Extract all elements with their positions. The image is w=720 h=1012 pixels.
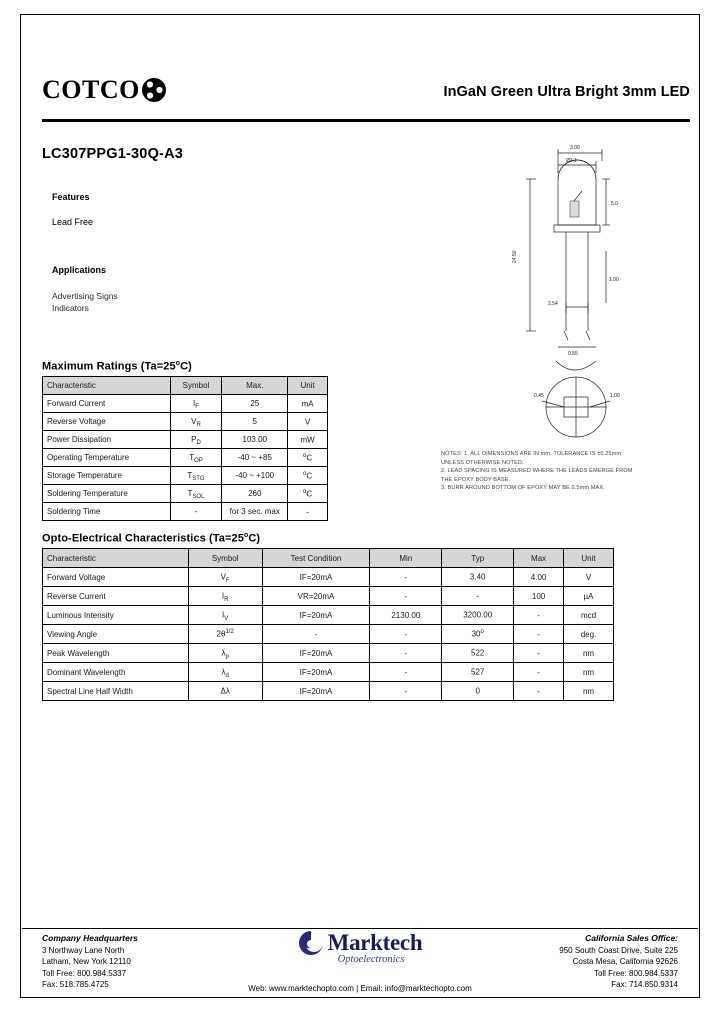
cell-characteristic: Storage Temperature [43,467,171,485]
symbol-sub: D [196,440,201,446]
applications-item-signs: Advertising Signs [52,291,118,301]
cell-unit: nm [564,663,614,682]
cell-condition: IF=20mA [262,606,370,625]
svg-text:2.54: 2.54 [548,301,558,307]
symbol-sub: p [225,653,229,660]
cell-max: - [514,663,564,682]
unit-main: C [306,453,313,463]
drawing-note-2b: THE EPOXY BODY BASE. [441,476,511,483]
opto-heading [42,532,260,545]
cell-typ [442,625,514,644]
opto-heading-text: Opto-Electrical Characteristics (Ta=25 [42,532,244,545]
cell-characteristic: Power Dissipation [43,431,171,449]
cell-min: - [370,682,442,701]
drawing-notes [441,450,691,493]
cell-max: - [514,644,564,663]
symbol-sub: d [225,672,229,679]
header-divider [42,119,690,122]
cell-min: - [370,625,442,644]
svg-text:1.00: 1.00 [610,393,620,399]
svg-text:24.50: 24.50 [512,250,518,263]
cell-unit [288,395,328,413]
unit-main: C [306,471,313,481]
svg-text:5.0: 5.0 [611,201,618,207]
cell-condition: IF=20mA [262,663,370,682]
cell-unit [288,467,328,485]
cell-characteristic: Reverse Voltage [43,413,171,431]
footer-headquarters [42,933,138,991]
cell-typ [442,644,514,663]
symbol-main: T [187,471,193,480]
cell-characteristic: Peak Wavelength [43,644,189,663]
cell-min: - [370,587,442,606]
cell-unit [288,413,328,431]
table-row [43,606,614,625]
col-min: Min [370,549,442,568]
cell-typ [442,606,514,625]
max-ratings-heading-end: C) [180,360,192,373]
table-row [43,587,614,606]
cell-symbol [188,644,262,663]
page-title: InGaN Green Ultra Bright 3mm LED [443,84,690,100]
cell-symbol [170,431,222,449]
footer-divider [22,928,698,929]
svg-text:0.55: 0.55 [568,351,578,357]
symbol-sub: R [196,422,201,428]
typ-main: - [476,591,480,601]
cell-symbol [188,663,262,682]
cell-condition: - [262,625,370,644]
cell-symbol [188,587,262,606]
cell-unit: nm [564,682,614,701]
cell-max: 103.00 [222,431,288,449]
svg-text:3.00: 3.00 [570,145,580,151]
symbol-main: I [222,610,225,620]
svg-text:0.45: 0.45 [534,393,544,399]
opto-degree: o [243,532,249,539]
cell-characteristic: Luminous Intensity [43,606,189,625]
col-characteristic: Characteristic [43,549,189,568]
col-unit: Unit [288,377,328,395]
cell-max: 260 [222,485,288,503]
table-row [43,663,614,682]
table-row [43,682,614,701]
cell-max: -40 ~ +85 [222,449,288,467]
col-symbol: Symbol [170,377,222,395]
marktech-logo-row [232,930,488,956]
footer-web-contact[interactable]: Web: www.marktechopto.com | Email: info@marktechopto.com [248,984,472,993]
symbol-sub: F [226,577,230,584]
cell-typ [442,663,514,682]
cell-max: 4.00 [514,568,564,587]
marktech-swirl-icon [298,930,324,956]
col-max: Max [514,549,564,568]
table-row [43,467,328,485]
symbol-main: V [191,417,197,426]
document-header [42,76,690,118]
svg-text:1.00: 1.00 [609,277,619,283]
col-unit: Unit [564,549,614,568]
cell-typ [442,568,514,587]
symbol-sub: R [224,596,229,603]
cell-unit [288,431,328,449]
cell-symbol [170,485,222,503]
cell-unit: mcd [564,606,614,625]
opto-electrical-table [42,548,614,701]
marktech-logo [232,930,488,965]
table-row [43,644,614,663]
cell-symbol [188,606,262,625]
cell-characteristic: Operating Temperature [43,449,171,467]
cell-condition: IF=20mA [262,568,370,587]
col-characteristic: Characteristic [43,377,171,395]
applications-list [52,290,118,314]
applications-item-indicators: Indicators [52,303,89,313]
symbol-main: I [221,591,225,601]
table-row [43,485,328,503]
symbol-sub: STG [192,476,205,482]
cell-condition: IF=20mA [262,682,370,701]
symbol-main: I [193,399,196,408]
table-row [43,503,328,521]
cell-typ [442,682,514,701]
typ-main: 527 [471,667,485,677]
cell-unit [288,503,328,521]
symbol-main: λ [221,648,226,658]
cell-characteristic: Soldering Time [43,503,171,521]
symbol-sub: V [224,615,229,622]
footer-california-office [559,933,678,991]
svg-text:Ø3.1: Ø3.1 [566,158,577,164]
unit-main: C [306,489,313,499]
unit-sup: o [303,488,307,495]
part-number: LC307PPG1-30Q-A3 [42,146,184,162]
footer-ca-title: California Sales Office: [585,933,678,943]
cell-characteristic: Soldering Temperature [43,485,171,503]
typ-main: 522 [471,648,485,658]
cell-symbol [170,413,222,431]
cotco-dot-mark-icon [141,77,167,103]
footer-ca-line-1: 950 South Coast Drive, Suite 225 [559,945,678,955]
cell-symbol [170,449,222,467]
typ-main: 30 [471,629,481,639]
unit-main: mW [300,435,315,445]
cell-unit: deg. [564,625,614,644]
cell-characteristic: Forward Current [43,395,171,413]
max-ratings-heading [42,360,192,373]
unit-main: - [306,507,309,517]
drawing-note-3: 3. BURR AROUND BOTTOM OF EPOXY MAY BE 0.5mm MAX. [441,485,605,492]
footer-hq-line-3: Toll Free: 800.984.5337 [42,968,127,978]
symbol-main: T [187,489,193,498]
typ-main: 3.40 [469,572,486,582]
symbol-main: - [194,507,198,516]
table-row [43,395,328,413]
table-row [43,449,328,467]
cell-symbol [170,467,222,485]
cell-unit [288,449,328,467]
cell-typ [442,587,514,606]
unit-main: V [304,417,311,427]
symbol-main: λ [221,667,226,677]
opto-heading-end: C) [248,532,261,545]
table-header-row [43,377,328,395]
footer-hq-title: Company Headquarters [42,933,138,943]
table-row [43,568,614,587]
cell-max: - [514,606,564,625]
unit-main: mA [301,399,314,409]
cell-characteristic: Dominant Wavelength [43,663,189,682]
footer-ca-line-3: Toll Free: 800.984.5337 [593,968,678,978]
col-max: Max. [222,377,288,395]
symbol-main: 2θ [216,629,226,639]
features-item-lead-free: Lead Free [52,217,94,227]
symbol-sup: 1/2 [225,629,234,636]
cell-symbol [188,568,262,587]
cell-max: - [514,682,564,701]
marktech-tagline: Optoelectronics [337,954,405,965]
features-heading: Features [52,192,90,202]
cell-symbol [170,503,222,521]
symbol-sub: F [195,404,199,410]
symbol-main: P [191,435,197,444]
cell-min: - [370,663,442,682]
cell-unit: nm [564,644,614,663]
typ-sup: o [480,629,484,636]
cell-unit: µA [564,587,614,606]
max-ratings-heading-text: Maximum Ratings (Ta=25 [42,360,176,373]
symbol-sub: SOL [192,494,205,500]
drawing-note-1b: UNLESS OTHERWISE NOTED. [441,459,524,466]
drawing-note-1: NOTES: 1. ALL DIMENSIONS ARE IN mm. TOLERANCE IS ±0.25mm [441,451,622,457]
max-ratings-table [42,376,328,521]
applications-heading: Applications [52,265,107,275]
cell-min: - [370,568,442,587]
drawing-note-2: 2. LEAD SPACING IS MEASURED WHERE THE LEADS EMERGE FROM [441,468,633,475]
footer-hq-line-4: Fax: 518.785.4725 [42,980,109,990]
cell-condition: IF=20mA [262,644,370,663]
table-row [43,625,614,644]
cell-max: -40 ~ +100 [222,467,288,485]
col-typ: Typ [442,549,514,568]
footer-ca-line-4: Fax: 714.850.9314 [611,980,678,990]
cotco-logo-text: COTCO [42,75,140,104]
footer-hq-line-1: 3 Northway Lane North [42,945,125,955]
cell-max: 25 [222,395,288,413]
cell-min: - [370,644,442,663]
unit-sup: o [303,470,307,477]
table-header-row [43,549,614,568]
cell-unit: V [564,568,614,587]
typ-main: 0 [475,686,480,696]
typ-main: 3200.00 [463,610,493,620]
symbol-main: Δλ [220,686,230,696]
table-row [43,431,328,449]
col-test-condition: Test Condition [262,549,370,568]
cell-unit [288,485,328,503]
unit-sup: o [303,452,307,459]
cell-max: for 3 sec. max [222,503,288,521]
cell-min: 2130.00 [370,606,442,625]
cell-condition: VR=20mA [262,587,370,606]
cell-characteristic: Spectral Line Half Width [43,682,189,701]
symbol-main: V [220,572,226,582]
max-ratings-degree: o [175,360,181,367]
cell-characteristic: Forward Voltage [43,568,189,587]
cell-symbol [170,395,222,413]
symbol-main: T [189,453,195,462]
cell-max: 100 [514,587,564,606]
col-symbol: Symbol [188,549,262,568]
marktech-brand-name: Marktech [327,930,423,955]
symbol-sub: OP [194,458,203,464]
cell-max: 5 [222,413,288,431]
cotco-logo [42,76,167,104]
footer-hq-line-2: Latham, New York 12110 [42,957,131,967]
table-row [43,413,328,431]
cell-max: - [514,625,564,644]
cell-symbol [188,682,262,701]
cell-characteristic: Reverse Current [43,587,189,606]
footer-ca-line-2: Costa Mesa, California 92626 [572,957,678,967]
cell-characteristic: Viewing Angle [43,625,189,644]
cell-symbol [188,625,262,644]
